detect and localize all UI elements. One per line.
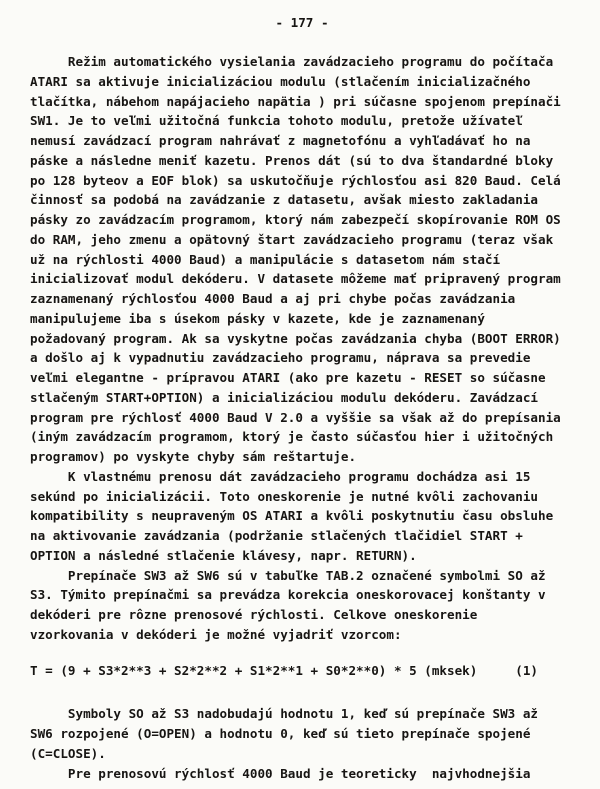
text-line: páske a následne meniť kazetu. Prenos dát (sú to dva štandardné bloky [30,152,554,168]
text-line: programov) po vyskyte chyby sám reštartuje. [30,449,357,464]
text-line: stlačeným START+OPTION) a inicializáciou modulu dekóderu. Zavádzací [30,389,538,405]
text-line: Pre prenosovú rýchlosť 4000 Baud je teoreticky najvhodnejšia [30,765,531,781]
text-line: (iným zavádzacím programom, ktorý je často súčasťou hier i užitočných [30,429,554,445]
text-line: nemusí zavádzací program nahrávať z magnetofónu a vyhľadávať ho na [30,133,531,148]
text-line: Režim automatického vysielania zavádzacieho programu do počítača [30,54,554,69]
page-text [30,52,574,783]
text-line: na aktivovanie zavádzania (podržanie stlačených tlačidiel START + [30,528,523,543]
text-line: program pre rýchlosť 4000 Baud V 2.0 a vyššie sa však až do prepísania [30,409,561,425]
text-line: činnosť sa podobá na zavádzanie z datasetu, avšak miesto zakladania [30,192,538,208]
text-line: a došlo aj k vypadnutiu zavádzacieho programu, náprava sa prevedie [30,350,531,366]
text-line: manipulujeme iba s úsekom pásky v kazete, kde je zaznamenaný [30,310,485,326]
text-line: dekóderi pre rôzne prenosové rýchlosti. Celkove oneskorenie [30,607,478,622]
text-line: tlačítka, nábehom napájacieho napätia ) pri súčasne spojenom prepínači [30,93,561,109]
text-line: veľmi elegantne - prípravou ATARI (ako pre kazetu - RESET so súčasne [30,370,546,385]
text-line: (C=CLOSE). [30,745,106,761]
text-line: po 128 byteov a EOF blok) sa uskutočňuje rýchlosťou asi 820 Baud. Celá [30,172,561,188]
text-line: kompatibility s neupraveným OS ATARI a kvôli poskytnutiu času obsluhe [30,508,554,524]
formula-line: T = (9 + S3*2**3 + S2*2**2 + S1*2**1 + S0*2**0) * 5 (mksek) (1) [30,662,538,678]
text-line: K vlastnému prenosu dát zavádzacieho programu dochádza asi 15 [30,468,531,484]
text-line: pásky zo zavádzacím programom, ktorý nám zabezpečí skopírovanie ROM OS [30,212,561,227]
text-line: už na rýchlosti 4000 Baud) a manipulácie s datasetom nám stačí [30,251,501,267]
page-number: - 177 - [275,15,329,30]
text-line: vzorkovania v dekóderi je možné vyjadriť vzorcom: [30,626,402,642]
text-line: ATARI sa aktivuje inicializáciou modulu (stlačením inicializačného [30,73,531,89]
text-line: sekúnd po inicializácii. Toto oneskorenie je nutné kvôli zachovaniu [30,488,538,504]
text-line: SW6 rozpojené (O=OPEN) a hodnotu 0, keď sú tieto prepínače spojené [30,726,531,741]
text-line: S3. Týmito prepínačmi sa prevádza korekcia oneskorovacej konštanty v [30,587,546,603]
text-line: Prepínače SW3 až SW6 sú v tabuľke TAB.2 označené symbolmi SO až [30,567,546,583]
text-line: SW1. Je to veľmi užitočná funkcia tohoto modulu, pretože užívateľ [30,113,523,129]
text-line: Symboly SO až S3 nadobudajú hodnotu 1, keď sú prepínače SW3 až [30,706,538,722]
text-line: inicializovať modul dekóderu. V datasete môžeme mať pripravený program [30,271,561,287]
text-line: požadovaný program. Ak sa vyskytne počas zavádzania chyba (BOOT ERROR) [30,330,561,346]
text-line: OPTION a následné stlačenie klávesy, napr. RETURN). [30,547,417,563]
text-line: do RAM, jeho zmenu a opätovný štart zavádzacieho programu (teraz však [30,231,554,247]
text-line: zaznamenaný rýchlosťou 4000 Baud a aj pri chybe počas zavádzania [30,291,516,306]
